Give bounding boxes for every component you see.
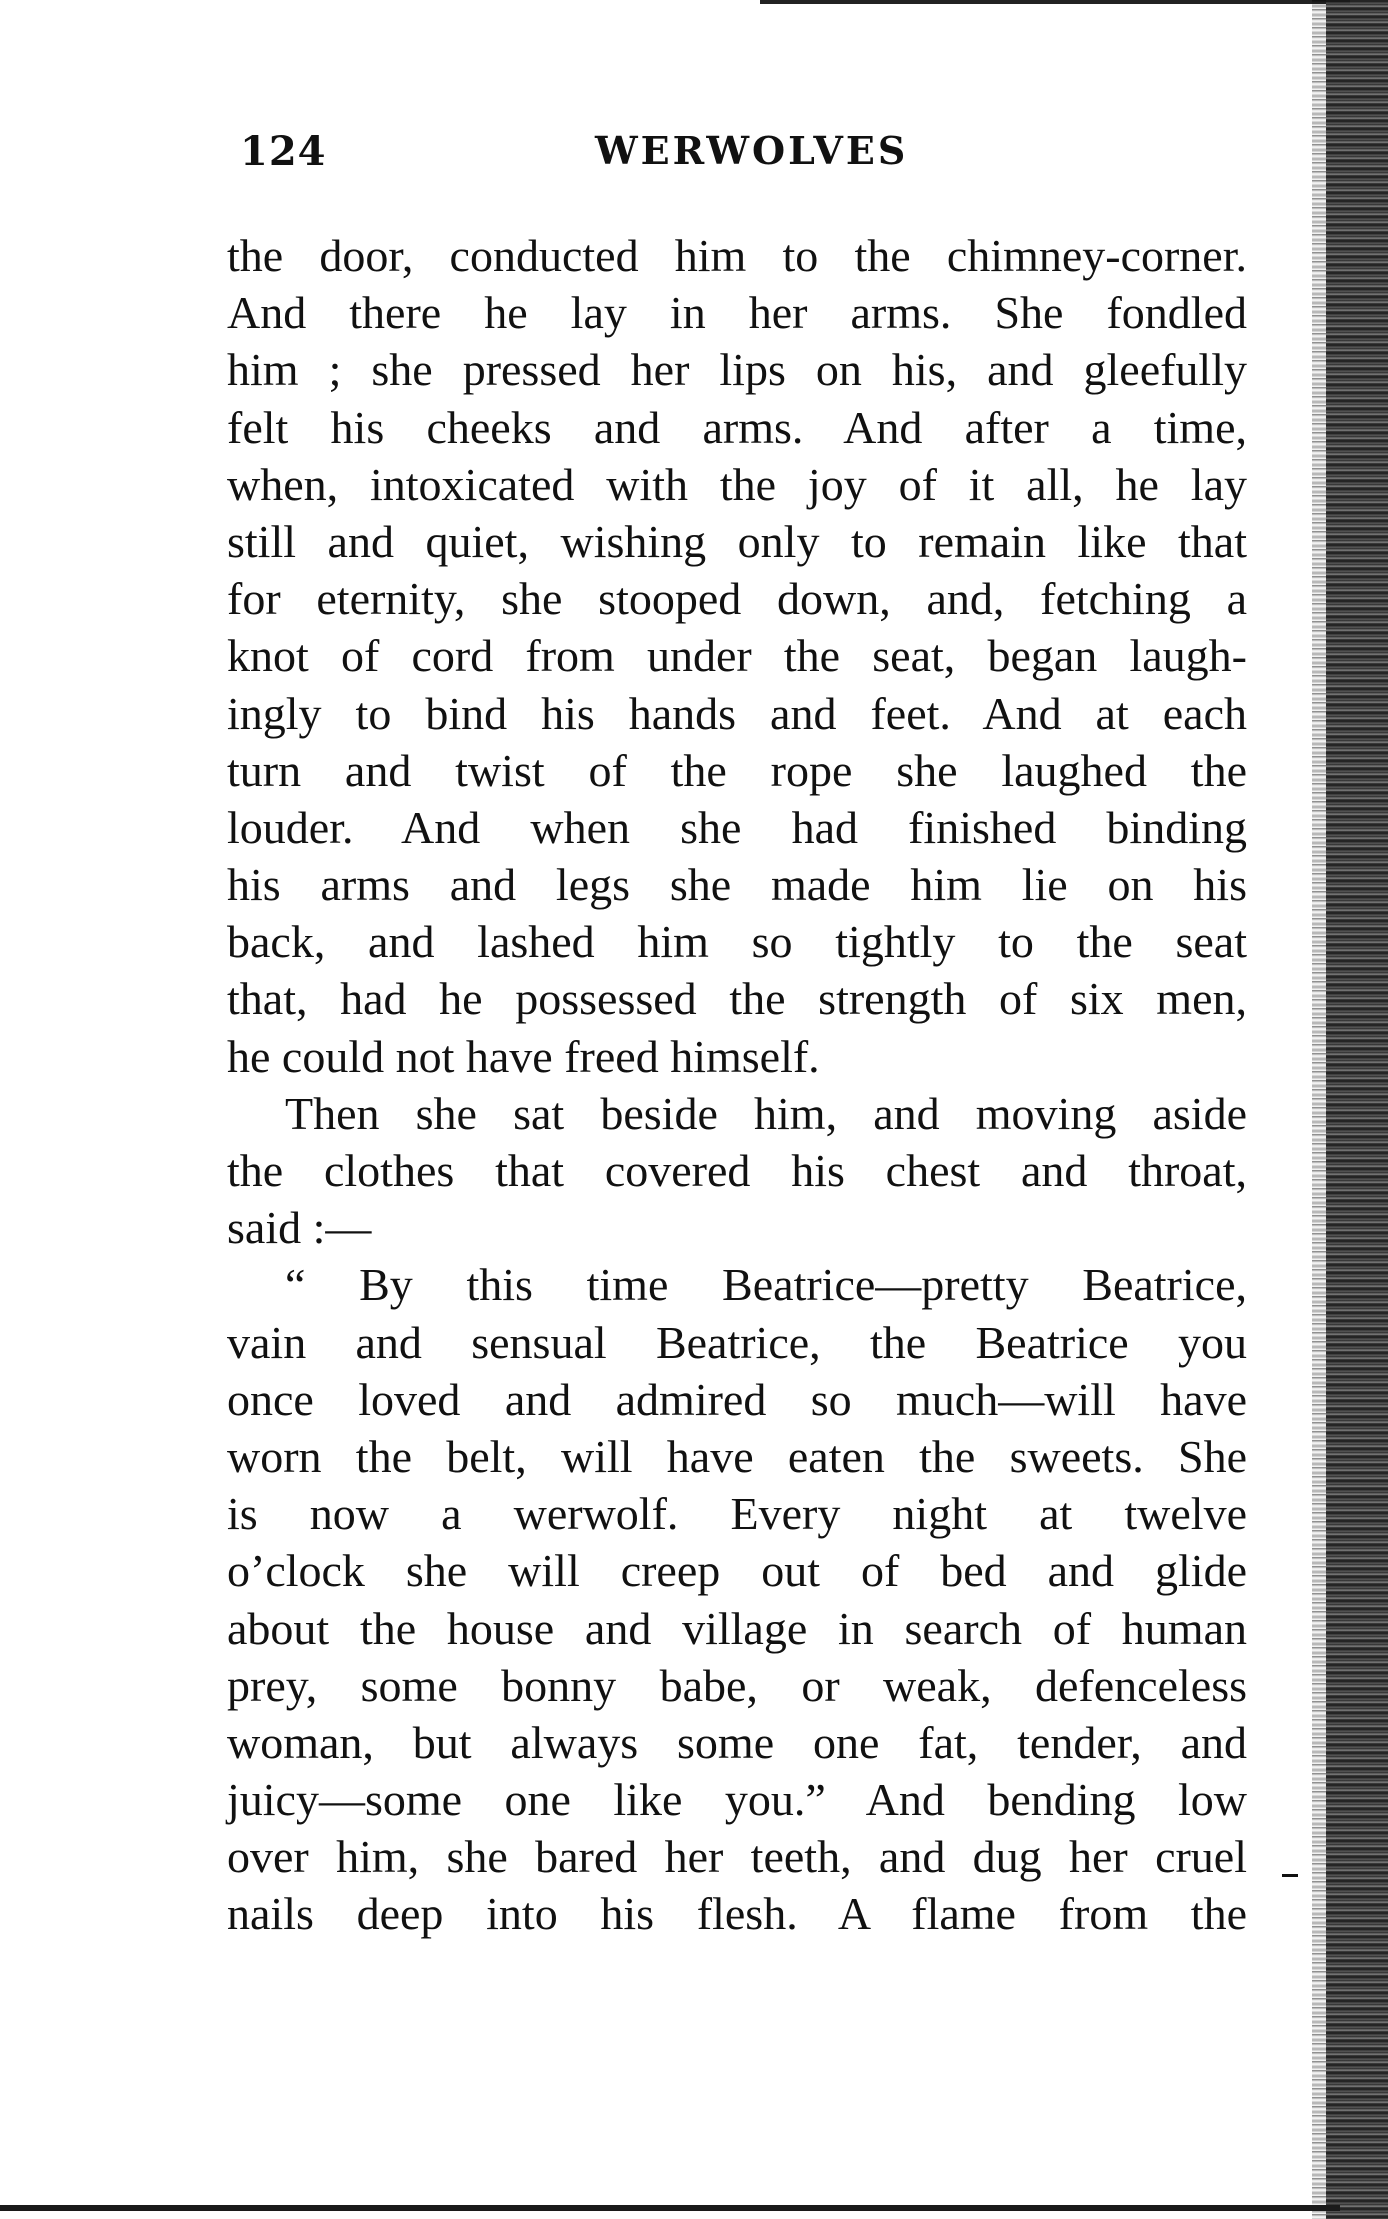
text-line: his arms and legs she made him lie on his	[227, 859, 1247, 911]
text-line: when, intoxicated with the joy of it all, he lay	[227, 458, 1247, 510]
margin-dash	[1282, 1874, 1298, 1877]
text-line: ingly to bind his hands and feet. And at each	[227, 687, 1247, 739]
page-number: 124	[240, 128, 327, 175]
paragraph-first-line: “ By this time Beatrice—pretty Beatrice,	[285, 1259, 1247, 1311]
text-line: back, and lashed him so tightly to the seat	[227, 916, 1247, 968]
text-line: worn the belt, will have eaten the sweets. She	[227, 1430, 1247, 1482]
text-line: prey, some bonny babe, or weak, defenceless	[227, 1659, 1247, 1711]
text-line: once loved and admired so much—will have	[227, 1373, 1247, 1425]
text-line: louder. And when she had finished binding	[227, 801, 1247, 853]
page-header	[240, 128, 1250, 188]
text-line: the clothes that covered his chest and throat,	[227, 1145, 1247, 1196]
text-line: he could not have freed himself.	[227, 1030, 820, 1082]
text-line: vain and sensual Beatrice, the Beatrice you	[227, 1316, 1247, 1368]
text-line: knot of cord from under the seat, began laugh-	[227, 630, 1247, 682]
text-line: that, had he possessed the strength of six men,	[227, 973, 1247, 1025]
text-line: the door, conducted him to the chimney-corner.	[227, 230, 1247, 281]
page-edge-shadow	[1326, 0, 1388, 2219]
text-line: said :—	[227, 1202, 372, 1254]
text-line: And there he lay in her arms. She fondled	[227, 287, 1247, 339]
text-line: felt his cheeks and arms. And after a time,	[227, 401, 1247, 453]
text-line: about the house and village in search of human	[227, 1602, 1247, 1654]
paragraph-first-line: Then she sat beside him, and moving aside	[285, 1087, 1247, 1139]
running-title: WERWOLVES	[595, 128, 909, 173]
text-line: nails deep into his flesh. A flame from the	[227, 1888, 1247, 1940]
text-line: for eternity, she stooped down, and, fetching a	[227, 573, 1247, 625]
text-line: turn and twist of the rope she laughed the	[227, 744, 1247, 796]
page-bottom-edge	[0, 2205, 1340, 2211]
text-line: is now a werwolf. Every night at twelve	[227, 1488, 1247, 1540]
text-line: juicy—some one like you.” And bending low	[227, 1774, 1247, 1826]
text-line: woman, but always some one fat, tender, and	[227, 1716, 1247, 1768]
text-line: o’clock she will creep out of bed and glide	[227, 1545, 1247, 1597]
page-top-edge	[760, 0, 1350, 4]
text-line: over him, she bared her teeth, and dug her cruel	[227, 1831, 1247, 1883]
text-line: still and quiet, wishing only to remain like that	[227, 515, 1247, 567]
text-line: him ; she pressed her lips on his, and gleefully	[227, 344, 1247, 396]
body-text	[227, 227, 1247, 1943]
